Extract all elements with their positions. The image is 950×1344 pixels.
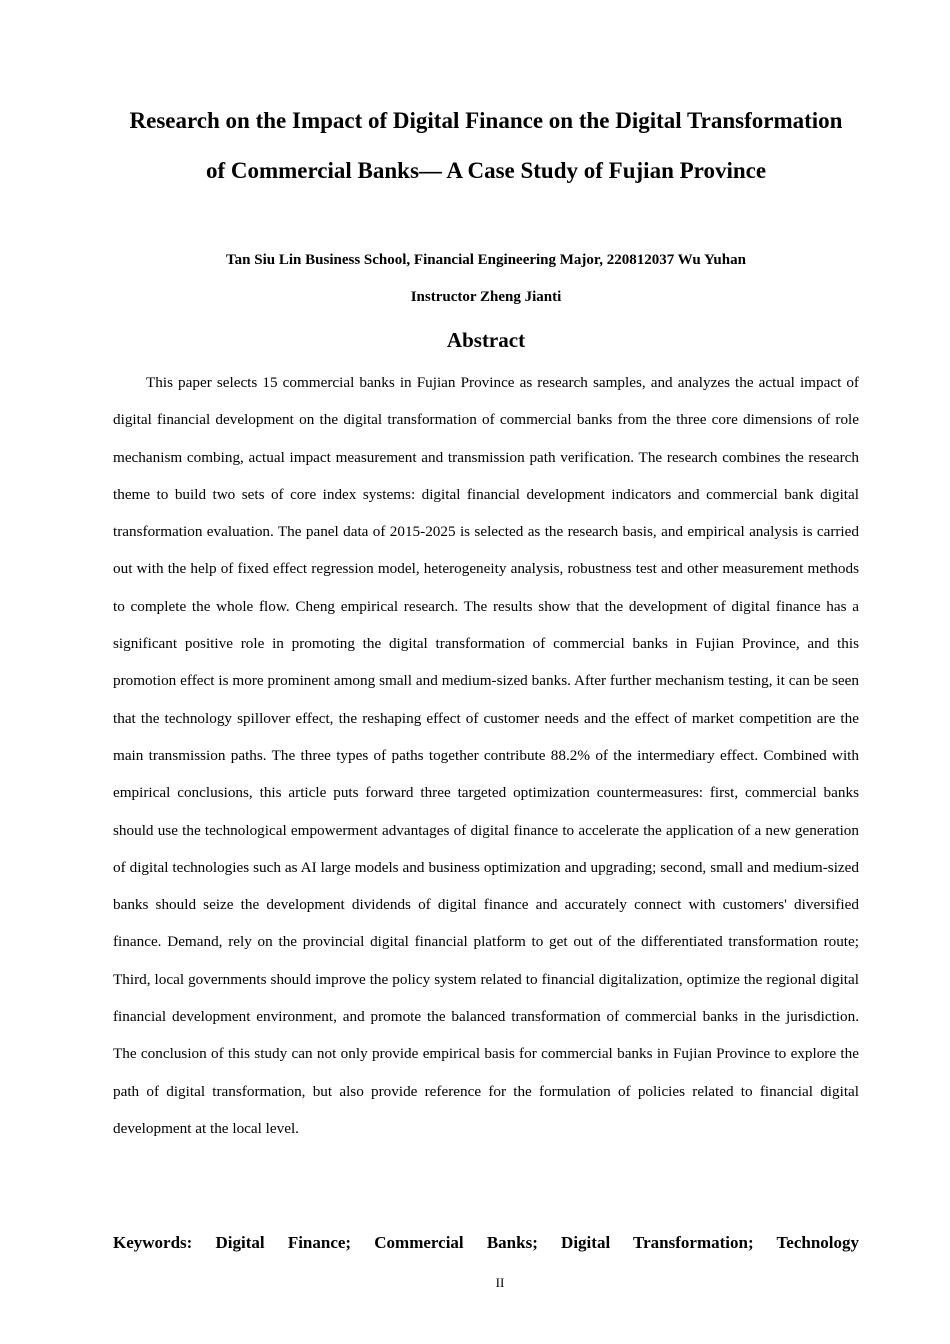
keywords-line: Keywords: Digital Finance; Commercial Banks; Digital Transformation; Technology <box>113 1233 859 1252</box>
abstract-body: This paper selects 15 commercial banks in Fujian Province as research samples, and analyzes the actual impact of digital financial development on the digital transformation of commercial banks from the three core dimensions of role mechanism combing, actual impact measurement and transmission path verification. The research combines the research theme to build two sets of core index systems: digital financial development indicators and commercial bank digital transformation evaluation. The panel data of 2015-2025 is selected as the research basis, and empirical analysis is carried out with the help of fixed effect regression model, heterogeneity analysis, robustness test and other measurement methods to complete the whole flow. Cheng empirical research. The results show that the development of digital finance has a significant positive role in promoting the digital transformation of commercial banks in Fujian Province, and this promotion effect is more prominent among small and medium-sized banks. After further mechanism testing, it can be seen that the technology spillover effect, the reshaping effect of customer needs and the effect of market competition are the main transmission paths. The three types of paths together contribute 88.2% of the intermediary effect. Combined with empirical conclusions, this article puts forward three targeted optimization countermeasures: first, commercial banks should use the technological empowerment advantages of digital finance to accelerate the application of a new generation of digital technologies such as AI large models and business optimization and upgrading; second, small and medium-sized banks should seize the development dividends of digital finance and accurately connect with customers' diversified finance. Demand, rely on the provincial digital financial platform to get out of the differentiated transformation route; Third, local governments should improve the policy system related to financial digitalization, optimize the regional digital financial development environment, and promote the balanced transformation of commercial banks in the jurisdiction. The conclusion of this study can not only provide empirical basis for commercial banks in Fujian Province to explore the path of digital transformation, but also provide reference for the formulation of policies related to financial digital development at the local level. <box>113 374 859 1137</box>
paper-title <box>60 96 912 196</box>
author-affiliation: Tan Siu Lin Business School, Financial Engineering Major, 220812037 Wu Yuhan <box>226 252 746 268</box>
page-number: II <box>495 1275 505 1290</box>
title-line-2: of Commercial Banks— A Case Study of Fujian Province <box>205 158 767 183</box>
instructor-name: Instructor Zheng Jianti <box>410 289 562 305</box>
title-line-1: Research on the Impact of Digital Finance on the Digital Transformation <box>129 108 843 133</box>
abstract-heading: Abstract <box>446 328 526 352</box>
